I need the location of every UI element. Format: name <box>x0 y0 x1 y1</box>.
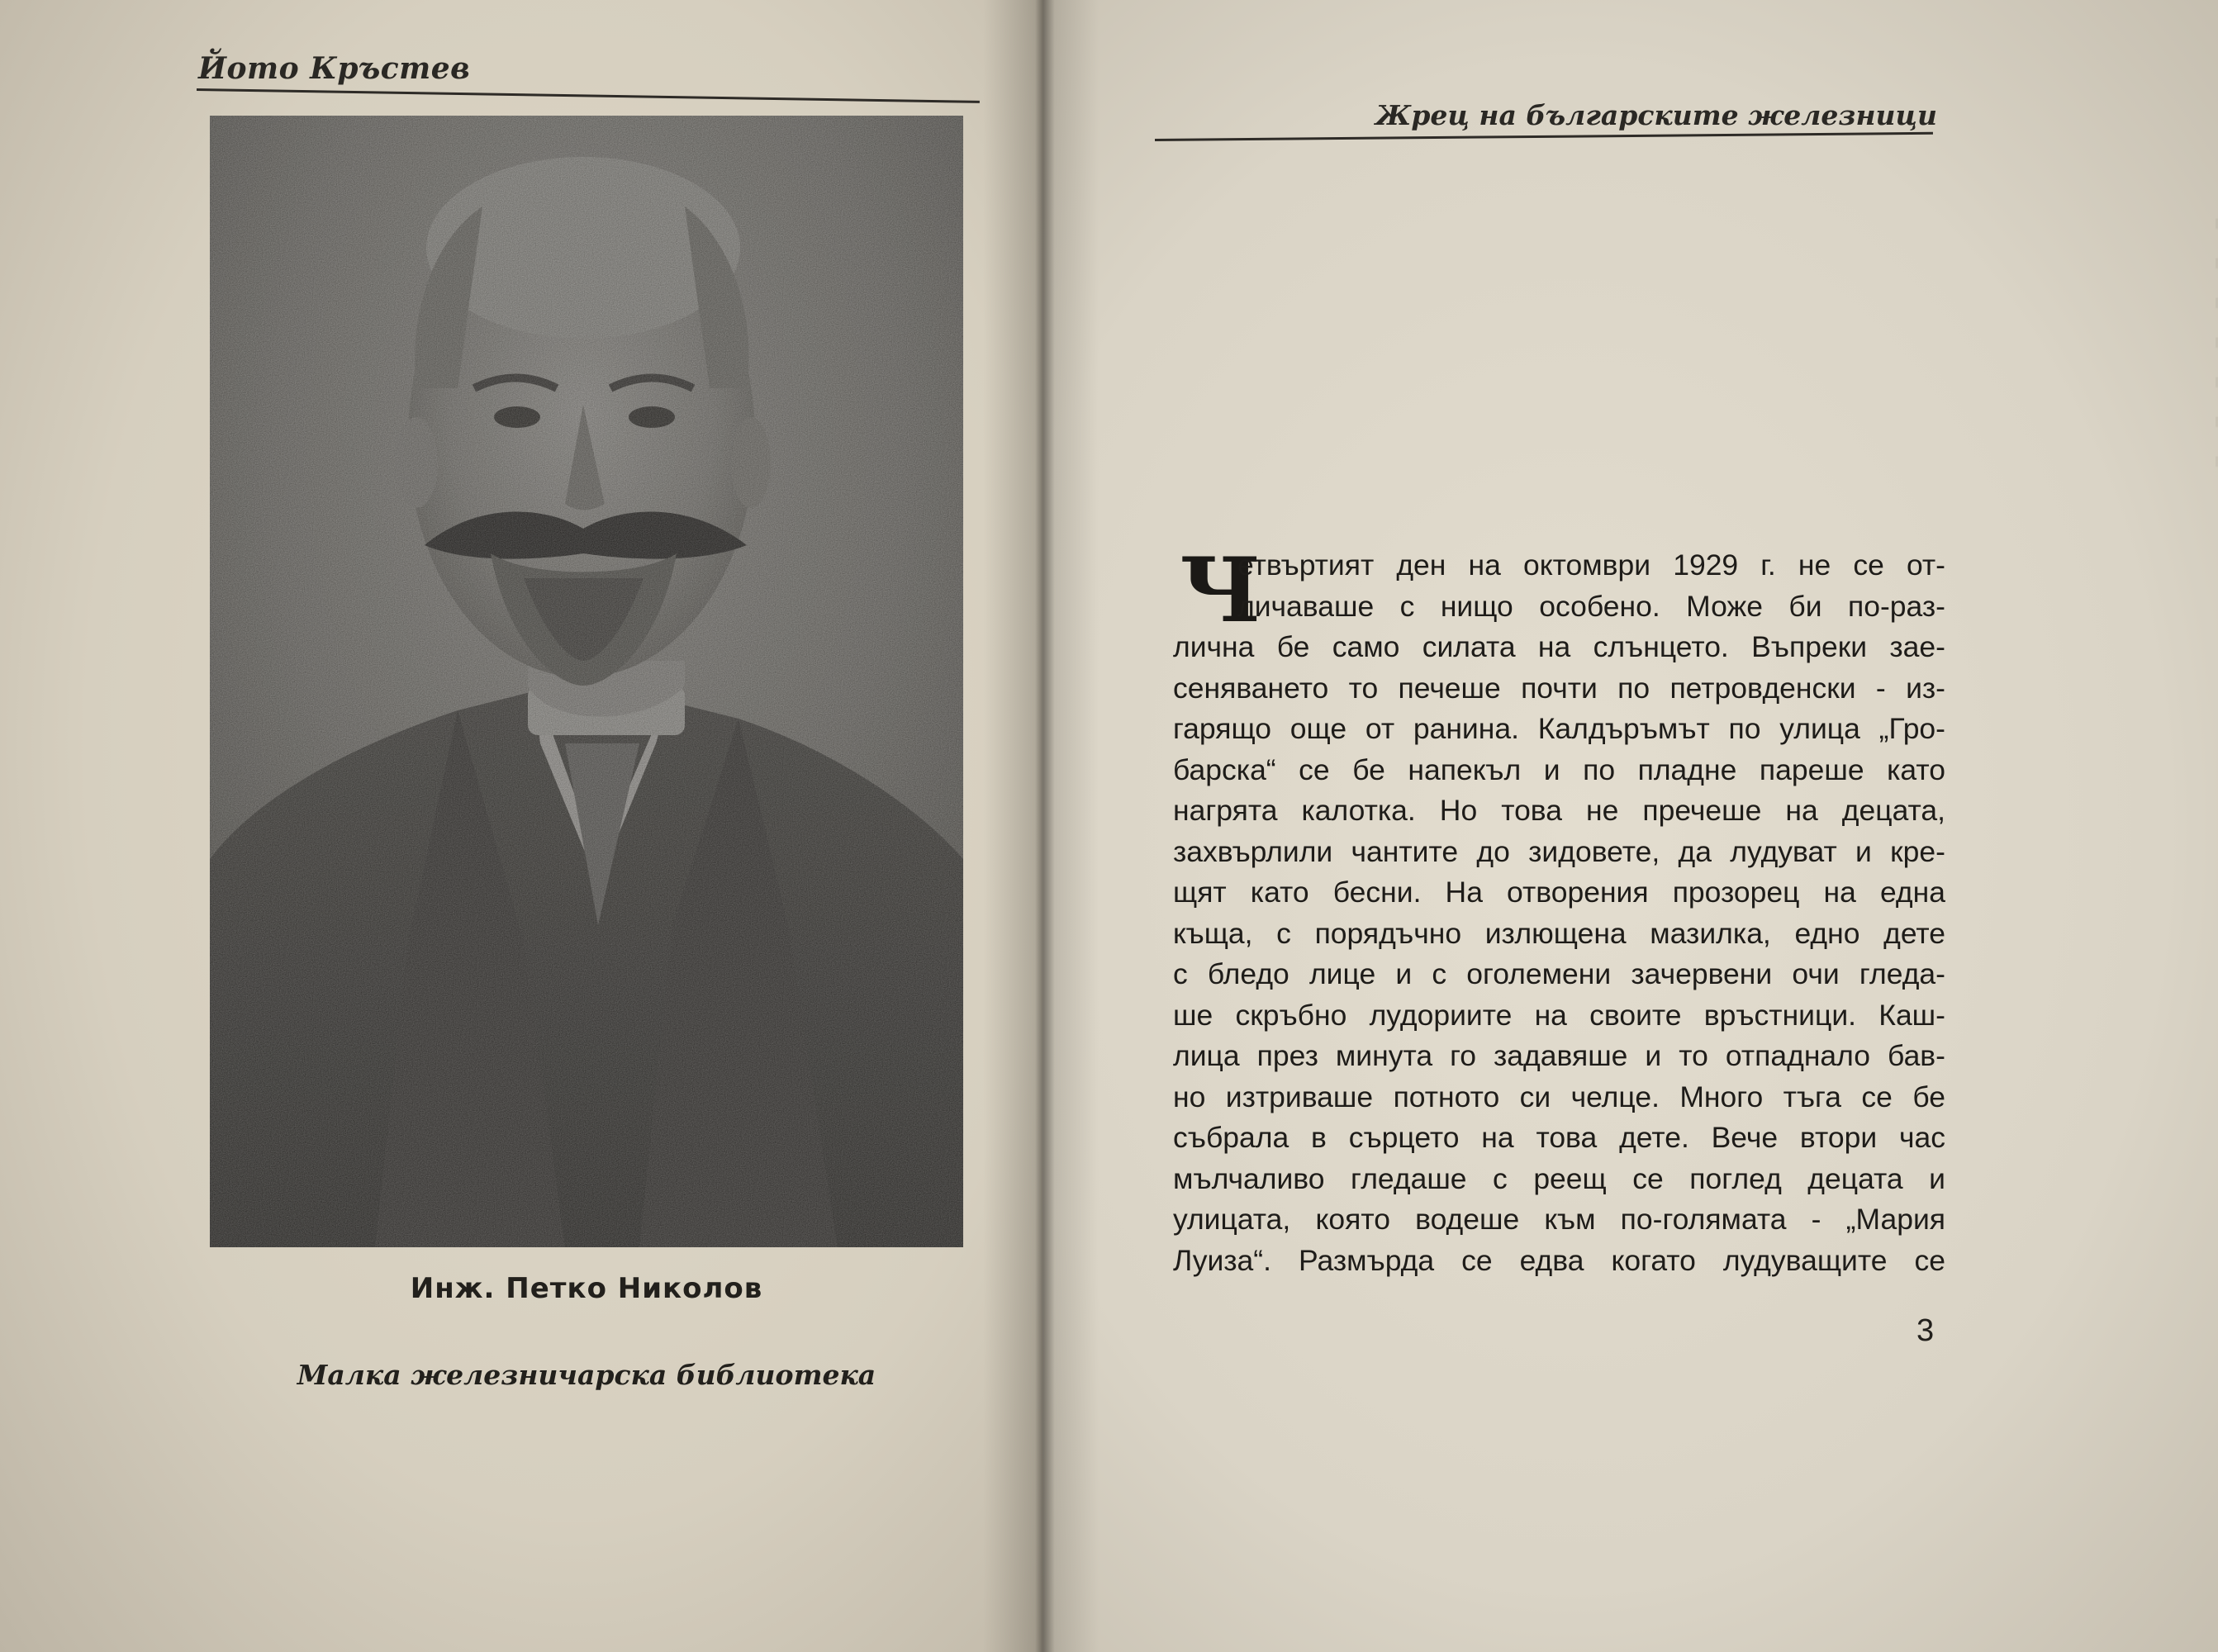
text-line: личаваше с нищо особено. Може би по-раз- <box>1237 589 1945 623</box>
text-line: захвърлили чантите до зидовете, да лудуват и кре- <box>1173 834 1945 868</box>
text-line: гарящо още от ранина. Калдъръмът по улица „Гро- <box>1173 712 1945 745</box>
text-line: барска“ се бе напекъл и по пладне пареше като <box>1173 752 1945 786</box>
body-paragraph <box>1173 539 1945 1281</box>
text-line: нагрята калотка. Но това не пречеше на децата, <box>1173 794 1945 827</box>
drop-cap: Ч <box>1180 539 1261 643</box>
text-line: сеняването то печеше почти по петровденски - из- <box>1173 671 1945 705</box>
text-line: събрала в сърцето на това дете. Вече втори час <box>1173 1121 1945 1154</box>
series-title: Малка железничарска библиотека <box>297 1359 876 1391</box>
text-line: лица през минута го задавяше и то отпаднало бав- <box>1173 1039 1945 1072</box>
text-line: Луиза“. Размърда се едва когато лудуващите се <box>1173 1243 1945 1277</box>
header-rule <box>197 88 980 103</box>
running-header-author: Йото Кръстев <box>198 51 471 86</box>
portrait-photo <box>210 116 963 1247</box>
text-line: ше скръбно лудориите на своите връстници. Каш- <box>1173 998 1945 1032</box>
page-number: 3 <box>1916 1313 1935 1348</box>
left-page <box>0 0 1043 1652</box>
text-line: щят като бесни. На отворения прозорец на една <box>1173 876 1945 909</box>
text-line: къща, с порядъчно излющена мазилка, едно дете <box>1173 916 1945 950</box>
running-header-title: Жрец на българските железници <box>1375 99 1937 131</box>
text-line: мълчаливо гледаше с реещ се поглед децата и <box>1173 1161 1945 1195</box>
text-line: с бледо лице и с оголемени зачервени очи гледа- <box>1173 957 1945 990</box>
photo-caption: Инж. Петко Николов <box>410 1272 763 1305</box>
text-line: но изтриваше потното си челце. Много тъга се бе <box>1173 1080 1945 1113</box>
text-line: лична бе само силата на слънцето. Въпреки зае- <box>1173 630 1945 663</box>
text-line: етвъртият ден на октомври 1929 г. не се от- <box>1237 548 1945 582</box>
portrait-illustration <box>210 116 963 1247</box>
text-line: улицата, която водеше към по-голямата - „Мария <box>1173 1203 1945 1236</box>
